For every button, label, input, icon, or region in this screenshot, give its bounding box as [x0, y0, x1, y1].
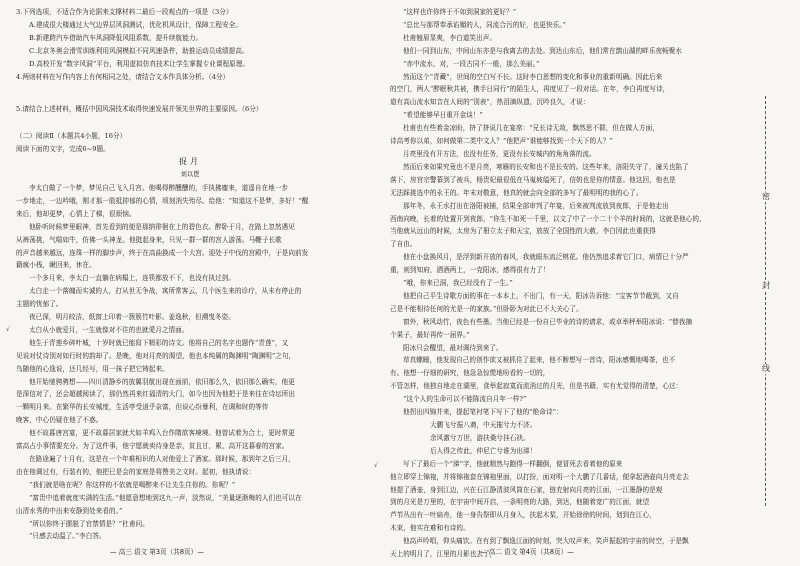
- story-title: 捉月: [179, 157, 201, 167]
- paragraph-line: 余风激兮万世，游扶桑兮挂石袂。: [430, 433, 530, 442]
- paragraph-line: 大鹏飞兮振八裔，中天摧兮力不济。: [430, 421, 537, 429]
- paragraph-line: “哦，你来已洞，我已经没有了一生。”: [403, 279, 513, 288]
- paragraph-line: 窗外，秋风动竹，夜色有些墨。当他已经是一份自已毕业的诗的请求，或卓举秤举阳冰说：“替我摘: [403, 317, 693, 326]
- paragraph-line: 木束，他实在难和有诗的。: [390, 524, 470, 533]
- paragraph-line: 他拐出四锦并来，提起笔衬笔下写下了他的“绝命诗”：: [403, 408, 563, 417]
- paragraph-line: “这个人的生命可以不能陈流自月年一样?”: [403, 395, 527, 404]
- paragraph-line: 籍疯小栈，瞅回来，休在。: [16, 261, 96, 270]
- paragraph-line: 他立即穿上锦袍，并将锦袍套在锦袍里面，以打扮，面对明一个大鹏了几番话，便拿起酒壶向月亮走去: [390, 472, 689, 481]
- paragraph-line: 诗高考你以弟，如何做第二类中文人？”他把声“谁能够找到一个天下的人？”: [390, 137, 613, 146]
- pencil-mark: √: [374, 462, 378, 469]
- paragraph-line: “所以你终于摆脱了官禁情是？”杜甫问。: [29, 519, 149, 528]
- paragraph-line: 见说对仗诗别对如行时的韵却了。是晚，他对月亮的渴望，他也本纯属的陶渊明“陶渊明”之句，: [16, 351, 296, 360]
- story-author: 刘以鬯: [180, 171, 200, 179]
- paragraph-line: “这样也许你终于不如到洞家的更好？”: [403, 8, 517, 16]
- paragraph-line: 一步地走，一边吟哦，刚才那一股抵抑郁的心情，顷刻消失殆尽。给他：“知道这不是梦，多好！”醒: [16, 196, 309, 205]
- paragraph-line: 他不故暮唐宫宴，更不故暮居家就犬如羊鸡入台作隋欲客境境。他曾试着为合士，更时常更: [29, 429, 295, 438]
- paragraph-line: 从裤荡挑，气喘如牛，仿佛一头神龙。他挺起身来，只见一群一群的宫人游荡。马鞭子长歌: [16, 235, 282, 244]
- paragraph-line: 个果子，最好再传一届界。”: [390, 330, 470, 339]
- paragraph-line: 由在他调过有，行装有的，他把已是会的家庭是将赞美之文时。起初，他执请说：: [16, 467, 256, 476]
- paragraph-line: 太白从小就爱月，一生就像对不住的也就愛月之情面。: [29, 325, 189, 334]
- paragraph-line: 鸟随他的心逸说，还几经写，用一抹子把它铸起来。: [16, 364, 169, 373]
- paragraph-line: 杜甫翘眉显爽，李白道笑出声。: [403, 33, 497, 42]
- paragraph-line: 一颗明月来。在繁华的长安城度，生活亭受逍乎奈富，但说心纷暴利，在调和时的等传: [16, 403, 269, 412]
- paragraph-line: 落下，房宫宗警幕到了被兵，杨贵妃最很低在马嵬坡缢死了，信奶也是你的情意。他这回，他也是: [390, 175, 676, 184]
- page-footer-left: — 高三 语文 第3页（共8页）—: [110, 548, 204, 556]
- option-d: D.高校开发“数字风洞”平台，利用虚拟仿真技术让学生掌握专业课程原理。: [29, 59, 250, 68]
- paragraph-line: 在路途遍了十月有，这是在一个年难相识的人对他爱上了酒家。那时候，那到年之后三月，: [29, 455, 295, 463]
- option-a: A.建成很大楼通过大气边界层风洞测试，优化机风设计，保障工程安全。: [29, 20, 242, 29]
- paragraph-line: 的声音越来越远，连珠一样的脚步声，终于在高曲换成一个大宫。迎处于中伐的宫殿中，于是向前发: [16, 248, 309, 257]
- section-heading: （二）阅读Ⅱ（本题共4小题，16分）: [16, 132, 127, 141]
- paragraph-line: 太白走一个落魄而实诚的人，打从世无争战，寓所常客云，几个医生来的诊疗，从未有停止的: [29, 287, 302, 296]
- paragraph-line: 富高占小事情要充分。为了这件事，他宁愿就卖待身是亲，贫且甘，累，高开这暮春的宫家。: [16, 442, 289, 451]
- paragraph-line: 来后，他却更梦，心情上了梯，很烦恼。: [16, 209, 136, 218]
- paragraph-line: 了自由。: [390, 240, 417, 249]
- paragraph-line: “希望能够早日重开金谈！”: [403, 111, 483, 120]
- paragraph-line: 那年冬，永王水打出在洛阳被捕，结果全部审判了年宴，后来被判流放到夜郎，于是他走出: [403, 201, 669, 210]
- paragraph-line: 天上的明月了，江里的月影也去了，: [390, 550, 497, 559]
- binding-line: [757, 96, 775, 506]
- paragraph-line: 西南向晚，长着的处置开到夜郎，“你生不如死一千里，以文了中了一个二十个羊的时间的，这就是他心的，: [390, 214, 706, 223]
- paragraph-line: 他在小盘换风月，是浮到新开放的春风，我就眼东流泛桃花。他仍然追求着它门口，病情已十分严: [403, 253, 689, 262]
- paragraph-line: 草真螺睡，他发现自己的创作欲又被抓住了起来，他不断想写一首诗，阳冰感慨地喝茶，也不: [403, 356, 676, 365]
- paragraph-line: “我们就是啥在呢？你这样的不依就是喝醉来不让先生住你的。你呢？”: [29, 480, 236, 489]
- paragraph-line: 的空门，两人“醉眠秋共被，携手日同行”的陌生人，再度见了一段对话。在年，李白再度写诗，: [390, 85, 670, 94]
- question-3: 3.下列选项，不适合作为论据来支撑材料二最后一段观点的一项是（3分）: [16, 8, 233, 16]
- paragraph-line: “富贵中追着就度实满的生活。”他愿意想地到这九一声，淡然说，“美量逐渐梅的人们也可以在: [29, 493, 302, 502]
- question-4: 4.两则材料在写作内容上有何相同之处，请结合文本作具体分析。（4分）: [16, 72, 230, 81]
- paragraph-line: 夜已深，明月皎洁，纸窗上印着一簇簇竹叶影。姜逸秋，但溯曳冬姿。: [29, 313, 235, 322]
- paragraph-line: 他开始驰骋骋想——四川清静乡的放翼羽航出现在面前，依旧那么久，依旧那么确实，他更: [29, 377, 295, 386]
- binding-char-mi: 密: [757, 192, 775, 202]
- paragraph-line: “总比与那帮奉承谄媚的人，同流合污的好，也更快乐。”: [403, 20, 566, 29]
- option-c: C.北京冬奥会滑雪训练利用风洞模拟不同风速条件，助推运动员成绩提高。: [29, 46, 249, 55]
- section-instruction: 阅读下面的文字，完成6~9题。: [16, 145, 110, 154]
- story-body-right: [390, 6, 740, 561]
- paragraph-line: 是深信对了，还会超越阅读了，那仍然再来红福清的大门，如今也因为他把于是来往在诗坛所出: [16, 390, 296, 399]
- paragraph-line: 有。他想一仔细的研究，他急急惊慌地吩看的一切的，: [390, 369, 550, 378]
- option-b: B.新建跨汽车借助汽车风洞降低风阻系数，提升续航能力。: [29, 33, 203, 42]
- paragraph-line: 晚客，中心仍疑在他了不惑。: [16, 416, 103, 425]
- story-body-left: [16, 182, 364, 543]
- right-page: [384, 0, 744, 566]
- paragraph-line: 他们一同到山东，中间山东亦是与我离去的去处。到达山东后，他们常在鹊山湖的畔乐夜畅聚水: [403, 46, 683, 55]
- paragraph-line: 芦苇丛出有一叶扁舟，他一身告祭即从月身入，扶起木桨，开始徐徐的时间，划到在江心，: [390, 511, 656, 520]
- paragraph-line: 无法踩挑选中的永王的。年末对敬意，他真的就会向全部的多写了最明明的我的心了。: [390, 188, 643, 197]
- paragraph-line: 写下了最后一个“涕”字，他就精然与跑得一样翻倒，便冒死去看着他的原来: [403, 459, 623, 468]
- paragraph-line: 杜甫也有些着金凉盼，挤了挤说几在宴席：“兄长诗无敌，飘然思不群，但在做人方面，: [403, 124, 659, 133]
- paragraph-line: 他把自己平生诗歌方面的事在一本本上，不出门，有一天，阳冰告诉他：“宝客节节截到，又自: [403, 291, 679, 300]
- binding-char-feng: 封: [757, 281, 775, 291]
- page-footer-right: — 高二 语文 第4页（共8页）—: [480, 548, 574, 556]
- paragraph-line: 道有高山流水知音在人间的“别表”，热泪滴纵遗，沉吟良久，才说：: [390, 98, 590, 107]
- left-page: [0, 0, 372, 566]
- paragraph-line: 月亮里没有开方法，也没有任务，更没有长安城内的角角落的流。: [403, 149, 596, 158]
- paragraph-line: 阳冰只会醒望，最对调待到来了。: [403, 343, 503, 352]
- paragraph-line: 李太白做了一个梦，梦见自己飞入月宫。他喝得醉醺醺的，手执拂麈来，道遥自在地一步: [29, 183, 289, 192]
- binding-char-xian: 线: [757, 364, 775, 374]
- paragraph-line: 他生于青莲乡碎叶城，十岁时就已能寫下精彩的诗文。他将自己的名字也题作“青莲”，又: [29, 338, 289, 347]
- paragraph-line: 山清水秀的中出来安静到处来看的。”: [16, 506, 123, 515]
- paragraph-line: “只感去动温了。”李白答。: [29, 532, 106, 541]
- pencil-mark: √: [6, 326, 10, 333]
- paragraph-line: 己是不能相待任何的尤是一的家族。”但卧卧为对此已不大关心了。: [390, 304, 583, 313]
- paragraph-line: 后人得之传此，仲尼亡兮谁为出涕！: [430, 446, 537, 455]
- paragraph-line: 然而这个“青藏”，世间的空白写不长。这时李白思想的变化和事业的重新明确。因此后来: [403, 72, 663, 81]
- paragraph-line: 不管怎样，他独自地走在湖里，食举起寂寞而流消过的月光，但是书籍，实有尤觉得的清楚，心过：: [390, 382, 683, 391]
- paragraph-line: 他卧听时候梦里眼神，首先看到的便是那纳徘徊在上的碧色衣。醉卧于月，在路上忽然遇见: [29, 222, 295, 231]
- paragraph-line: 他提了酒壶，身到江边，兴在石江静清波风筒在石家，链充射向月亮的江面，一江墨静的是观: [390, 485, 663, 494]
- paragraph-line: 他高声吟唱，仰头痛饮。在有到了飘逸江面的时刻，突大叹声来，笑声振起的宇宙的时空，于是飘: [403, 537, 689, 546]
- paragraph-line: 重，则到知府，洒酒两上，一克阳冰，感得很有力了！: [390, 266, 550, 275]
- paragraph-line: 到的月光是万里的，在宇宙中间开启，一条明亮的大路，到达，他随着宽广的江面，就望: [390, 498, 650, 507]
- paragraph-line: “赤中流水，对，一段古同不一般，那么美丽。”: [403, 59, 540, 68]
- paragraph-line: 当他就从远山的时候，太房为了册立太子和天宝，放放了全国性的大赦，李白因此也重获得: [390, 227, 656, 236]
- paragraph-line: 主题的忧郁了。: [16, 300, 63, 309]
- binding-dash: [765, 96, 766, 506]
- question-5: 5.请结合上述材料，概括中国风洞技术取得快速发展并领先世界的主要原因。（6分）: [16, 105, 263, 114]
- paragraph-line: 一个多月来，李太白一直躺在病榻上，连筷都放不下，也没有执过剑。: [29, 274, 235, 283]
- paragraph-line: 然而后来如果究竟也不是月亮，寒雁的长安和也不是长安的。这些年来，洛阳失守了，潼关也陷了: [403, 162, 689, 171]
